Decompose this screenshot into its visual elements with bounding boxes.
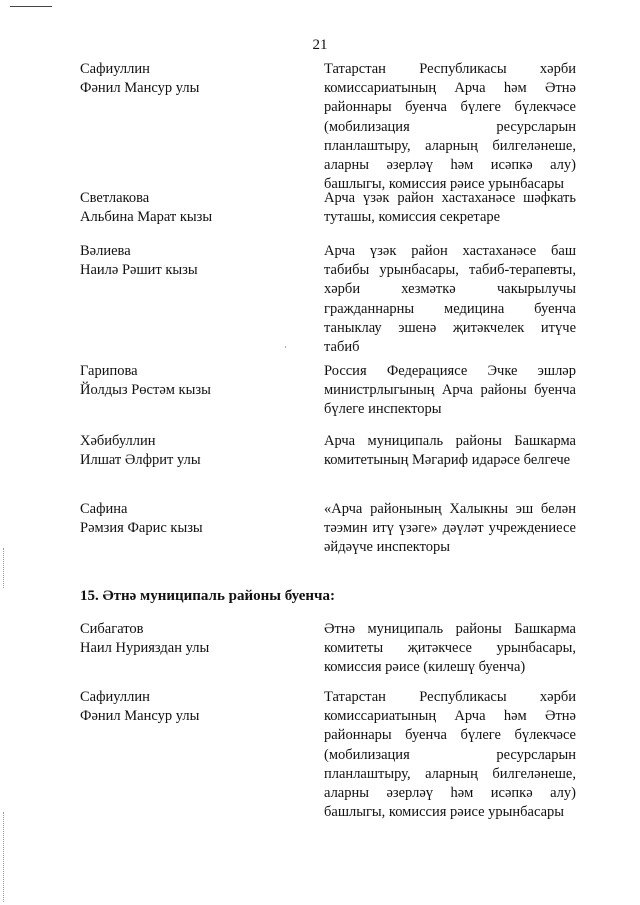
member-role: Россия Федерациясе Эчке эшләр министрлыгының Арча районы буенча бүлеге инспекторы [324,363,576,418]
member-full-name: Фәнил Мансур улы [80,708,200,724]
page-number: 21 [312,37,328,53]
member-role: Арча үзәк район хастаханәсе шәфкать туташы, комиссия секретаре [324,190,576,226]
member-person [80,688,300,726]
member-person [80,432,300,470]
member-person [80,242,300,280]
member-role: «Арча районының Халыкны эш белән тәэмин итү үзәге» дәүләт учреждениесе әйдәүче инспекторы [324,501,576,556]
member-surname: Сафиуллин [80,61,150,77]
member-surname: Сибагатов [80,621,144,637]
scan-margin-dots [3,812,4,902]
member-surname: Гарипова [80,363,138,379]
member-full-name: Альбина Марат кызы [80,209,213,225]
member-person [80,500,300,538]
member-role: Татарстан Республикасы хәрби комиссариатының Арча һәм Әтнә районнары буенча бүлеге бүлекчәсе (мобилизация ресурсларын планлаштыру, аларның билгеләнеше, аларны әзерләү һәм исәпкә алу) башлыгы, комиссия рәисе урынбасары [324,689,576,821]
member-full-name: Наилә Рәшит кызы [80,262,198,278]
scan-speck [285,346,286,348]
member-full-name: Йолдыз Рөстәм кызы [80,382,211,398]
member-person [80,189,300,227]
member-surname: Сафина [80,501,128,517]
member-role: Арча үзәк район хастаханәсе баш табибы урынбасары, табиб-терапевты, хәрби хезмәткә чакырылучы гражданнарны медицина буенча таныклау эшенә җитәкчелек итүче табиб [324,243,576,356]
section-heading: 15. Әтнә муниципаль районы буенча: [80,588,335,604]
member-role: Татарстан Республикасы хәрби комиссариатының Арча һәм Әтнә районнары буенча бүлеге бүлекчәсе (мобилизация ресурсларын планлаштыру, аларның билгеләнеше, аларны әзерләү һәм исәпкә алу) башлыгы, комиссия рәисе урынбасары [324,61,576,193]
member-surname: Хәбибуллин [80,433,156,449]
member-person [80,362,300,400]
member-full-name: Фәнил Мансур улы [80,80,200,96]
member-surname: Светлакова [80,190,150,206]
member-full-name: Наил Нурияздан улы [80,640,210,656]
member-full-name: Рәмзия Фарис кызы [80,520,203,536]
member-role: Арча муниципаль районы Башкарма комитетының Мәгариф идарәсе белгече [324,433,576,469]
member-full-name: Илшат Әлфрит улы [80,452,201,468]
member-surname: Вәлиева [80,243,131,259]
member-role: Әтнә муниципаль районы Башкарма комитеты җитәкчесе урынбасары, комиссия рәисе (килешү буенча) [324,621,576,676]
member-person [80,60,300,98]
scan-margin-dots [3,548,4,588]
member-person [80,620,300,658]
member-surname: Сафиуллин [80,689,150,705]
top-left-rule [10,6,52,7]
